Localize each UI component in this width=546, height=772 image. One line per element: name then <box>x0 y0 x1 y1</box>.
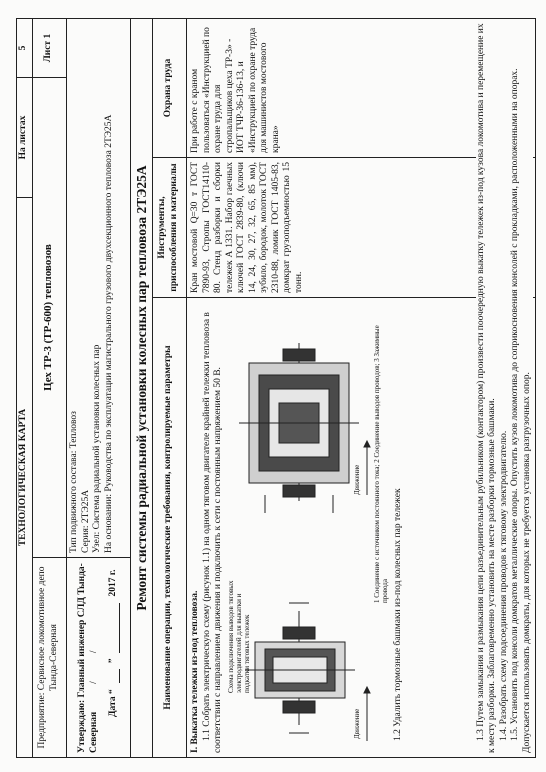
signature-slash-1: / <box>88 681 99 684</box>
approval-line-1: Утверждаю: Главный инженер СЛД Тында- <box>77 563 87 753</box>
basis-line: На основании: Руководства по эксплуатации магистрального грузового двухсекционного тепловоза 2ТЭ25А <box>103 114 114 553</box>
tools-cell: Кран мостовой Q=30 т ГОСТ 7890-93, Стропы ГОСТ14110-80. Стенд разборки и сборки тележек А 1331. Набор гаечных ключей ГОСТ 2839-80, (ключи 14, 24, 30, 27, 32, 65, 85 мм), зубило, бородок, молоток ГОСТ 2310-88, ломик ГОСТ 1405-83, домкрат грузоподъемностью 15 тонн. <box>187 157 535 297</box>
header-title-row <box>17 19 33 757</box>
approval-line-2: Северная <box>88 711 99 753</box>
col-operation: Наименование операции, технологические требования, контролируемые параметры <box>153 297 186 757</box>
op-1-3: 1.3 Путем замыкания и размыкания цепи разъединительным рубильником (контактором) произвести поочередную выкатку тележек из-под кузова локомотива и перемещение их к месту разборки. Заблаговременно установить на месте разборки тормозные башмаки. <box>475 23 497 753</box>
sheet-label: Лист 1 <box>43 33 53 63</box>
fig-legend: 1 Соединение с источником постоянного тока; 2 Соединение выводов проводов; 3 Зажимные провода <box>372 325 389 603</box>
approval-block <box>67 557 130 757</box>
op-1-2: 1.2 Удалить тормозные башмаки из-под колесных пар тележек <box>392 488 403 741</box>
enterprise: Предприятие: Сервисное локомотивное депо Тында-Северная <box>33 557 66 757</box>
traction-motor-diagram <box>225 301 373 753</box>
fig-caption: Схема подключения выводов тяговых электродвигателей для выкатки и подкатки тяговых тележек <box>226 580 251 693</box>
operations-continuation <box>476 19 534 757</box>
unit-info <box>67 19 130 557</box>
sheets-value: 5 <box>18 45 28 51</box>
approval-date-prefix: Дата “ <box>108 689 118 717</box>
approval-date-mid: ” <box>108 658 118 664</box>
fig-direction-2: Движение <box>352 464 361 495</box>
main-title-row <box>131 19 153 757</box>
col-tools: Инструменты, приспособления и материалы <box>153 157 186 297</box>
series-line: Серия: 2ТЭ25А <box>80 489 91 553</box>
header-enterprise-row <box>33 19 67 757</box>
sheets-label: На листах <box>17 77 32 197</box>
op-heading: I. Выкатка тележки из-под тепловоза. <box>190 590 200 753</box>
column-header-row <box>153 19 187 757</box>
approval-date-year: 2017 г. <box>108 569 118 597</box>
op-1-4: 1.4. Разобрать схему подсоединения проводов к тяговому электродвигателю. <box>498 430 509 741</box>
signature-slash-2: / <box>88 650 99 654</box>
safety-cell: При работе с краном пользоваться «Инструкцией по охране труда для стропальщиков цеха ТР-3» - ИОТ ТЧР-36-136-13, и «Инструкцией по охране труда для машинистов мостового крана» <box>190 27 281 153</box>
fig-direction-1: Движение <box>352 708 361 739</box>
figure-1-1 <box>225 302 373 753</box>
main-title: Ремонт системы радиальной установки колесных пар тепловоза 2ТЭ25А <box>134 165 149 611</box>
tech-card-frame <box>16 18 536 758</box>
unit-line: Узел: Система радиальной установки колесных пар <box>92 344 102 553</box>
op-1-5: 1.5. Установить под консоли домкратов металлические опоры. Опустить кузов локомотива до соприкосновения консолей с прокладками, расположенными на опорах. Допускается использовать домкраты, для которых не требуется установка разгрузочных опор. <box>510 68 532 753</box>
shop: Цех ТР-3 (ТР-600) тепловозов <box>33 77 66 557</box>
op-1-1: 1.1 Собрать электрическую схему (рисунок 1.1) на одном тяговом двигателе крайней тележки тепловоза в соответствии с направлением движения и подключить к сети с постоянным напряжением 50 В. <box>201 312 223 753</box>
col-safety: Охрана труда <box>163 58 173 118</box>
type-line: Тип подвижного состава: Тепловоз <box>69 411 79 553</box>
header-approval-row <box>67 19 131 757</box>
body-row <box>187 19 535 757</box>
doc-title: ТЕХНОЛОГИЧЕСКАЯ КАРТА <box>17 197 32 757</box>
